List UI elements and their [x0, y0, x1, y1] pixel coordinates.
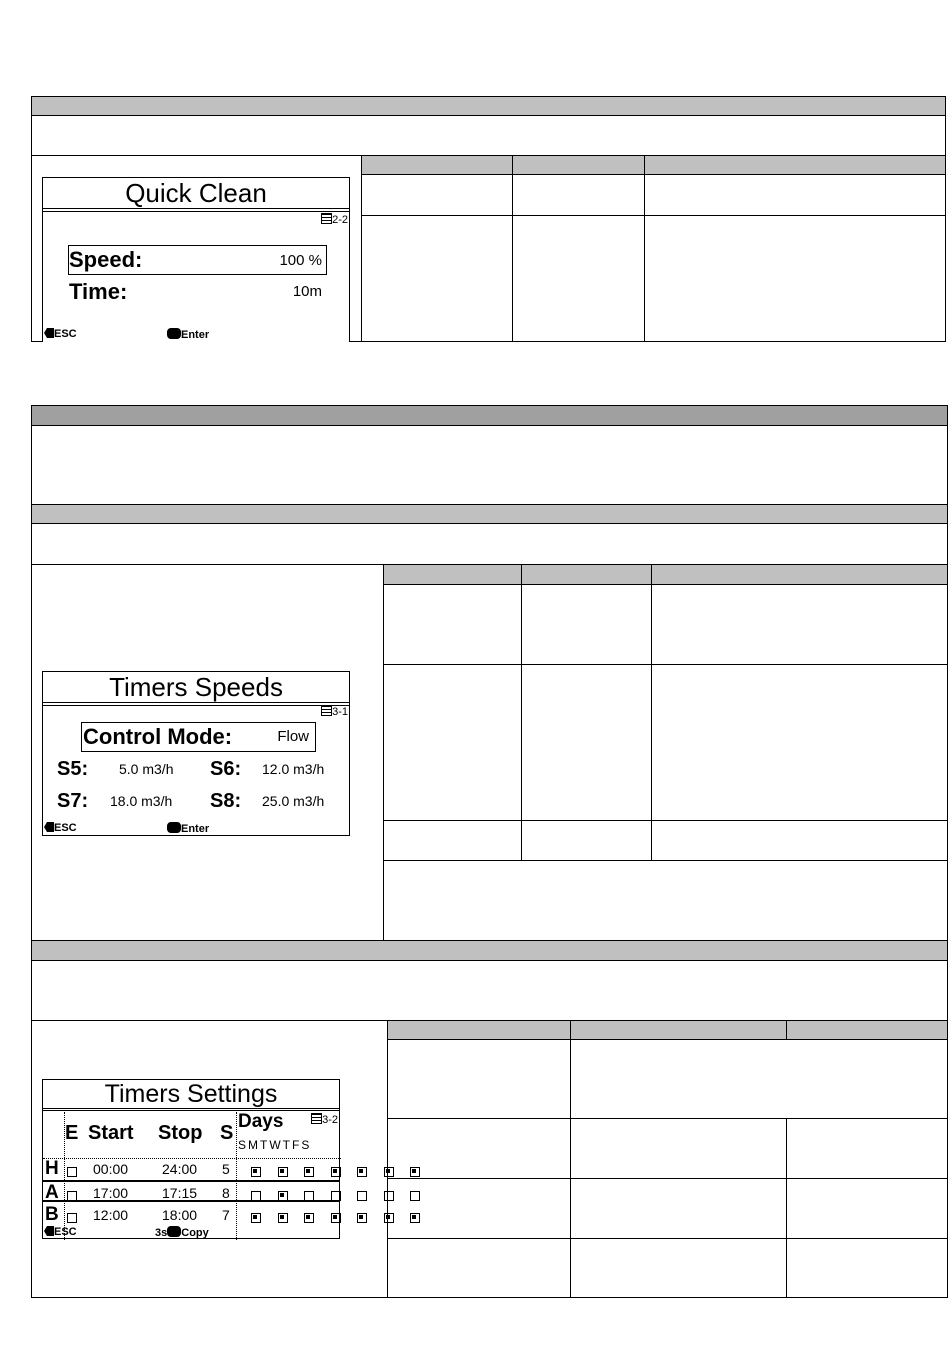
copy-label: Copy	[181, 1227, 209, 1239]
control-mode-value: Flow	[277, 728, 309, 745]
day-checkbox[interactable]	[251, 1213, 261, 1223]
timer-stop[interactable]: 18:00	[162, 1207, 198, 1223]
page-indicator-text: 2-2	[332, 214, 348, 226]
table-header-cell	[644, 155, 946, 175]
table-cell	[786, 1238, 948, 1298]
day-checkbox[interactable]	[304, 1191, 314, 1201]
table-cell	[786, 1118, 948, 1179]
table-header-cell	[786, 1020, 948, 1040]
speed-value: 100 %	[279, 252, 322, 269]
timer-name: H	[45, 1158, 59, 1179]
day-checkbox[interactable]	[331, 1167, 341, 1177]
table-header-cell	[521, 564, 652, 585]
enter-icon	[167, 822, 181, 833]
esc-button[interactable]	[44, 328, 77, 340]
table-cell	[361, 215, 513, 342]
day-checkbox[interactable]	[410, 1213, 420, 1223]
menu-icon	[321, 213, 332, 224]
quick-clean-screen	[42, 177, 350, 342]
enter-icon	[167, 1226, 181, 1237]
copy-hold-label: 3s	[155, 1227, 168, 1239]
timer-name: A	[45, 1182, 59, 1203]
table-header-cell	[383, 564, 522, 585]
table-cell	[383, 664, 522, 821]
col-e: E	[65, 1122, 79, 1144]
enter-button[interactable]	[167, 328, 209, 341]
menu-icon	[321, 705, 332, 716]
table-cell	[521, 820, 652, 861]
table-header-cell	[570, 1020, 787, 1040]
control-mode-label: Control Mode:	[83, 724, 233, 749]
enter-icon	[167, 328, 181, 339]
subsection-description-box	[31, 960, 948, 1021]
day-checkbox[interactable]	[384, 1213, 394, 1223]
timer-name: B	[45, 1204, 59, 1225]
day-checkbox[interactable]	[251, 1191, 261, 1201]
col-stop: Stop	[158, 1122, 203, 1144]
subsection-header-bar	[31, 504, 948, 524]
table-cell	[651, 584, 948, 665]
timer-speed[interactable]: 8	[222, 1185, 230, 1201]
day-checkbox[interactable]	[304, 1213, 314, 1223]
day-checkbox[interactable]	[357, 1191, 367, 1201]
page-indicator	[321, 705, 348, 718]
page-indicator	[311, 1113, 338, 1126]
col-days: Days	[238, 1111, 284, 1132]
s8-value[interactable]: 25.0 m3/h	[262, 793, 325, 809]
timer-start[interactable]: 00:00	[93, 1161, 129, 1177]
s6-value[interactable]: 12.0 m3/h	[262, 761, 325, 777]
section-description-box	[31, 115, 946, 156]
table-cell	[387, 1039, 571, 1119]
timer-start[interactable]: 17:00	[93, 1185, 129, 1201]
table-cell	[644, 215, 946, 342]
day-checkbox[interactable]	[278, 1213, 288, 1223]
table-cell	[651, 820, 948, 861]
table-cell	[570, 1178, 787, 1239]
copy-button[interactable]	[155, 1226, 209, 1239]
section-header-bar	[31, 96, 946, 116]
s7-label: S7:	[57, 790, 89, 812]
day-checkbox[interactable]	[410, 1191, 420, 1201]
table-cell	[786, 1178, 948, 1239]
page-indicator-text: 3-2	[322, 1114, 338, 1126]
timers-speeds-screen	[42, 671, 350, 836]
day-checkbox[interactable]	[357, 1167, 367, 1177]
table-cell	[570, 1238, 787, 1298]
subsection-description-box	[31, 523, 948, 565]
table-header-cell	[361, 155, 513, 175]
table-cell	[383, 584, 522, 665]
table-cell	[387, 1238, 571, 1298]
col-s: S	[220, 1122, 234, 1144]
section-header-bar	[31, 405, 948, 426]
menu-icon	[311, 1113, 322, 1124]
subsection-header-bar	[31, 940, 948, 961]
day-checkbox[interactable]	[331, 1191, 341, 1201]
time-label: Time:	[69, 279, 128, 304]
esc-button[interactable]	[44, 822, 77, 834]
s7-value[interactable]: 18.0 m3/h	[110, 793, 173, 809]
table-cell	[570, 1039, 948, 1119]
day-checkbox[interactable]	[410, 1167, 420, 1177]
timers-settings-screen	[42, 1079, 340, 1239]
table-header-cell	[512, 155, 645, 175]
speed-label: Speed:	[69, 247, 143, 272]
timer-row[interactable]	[43, 1180, 339, 1202]
s5-value[interactable]: 5.0 m3/h	[119, 761, 174, 777]
timer-stop[interactable]: 24:00	[162, 1161, 198, 1177]
day-checkbox[interactable]	[331, 1213, 341, 1223]
table-note-cell	[383, 860, 948, 941]
enable-checkbox[interactable]	[67, 1191, 77, 1201]
table-cell	[512, 174, 645, 216]
enable-checkbox[interactable]	[67, 1167, 77, 1177]
day-checkbox[interactable]	[357, 1213, 367, 1223]
enter-button[interactable]	[167, 822, 209, 835]
timer-row[interactable]	[43, 1204, 339, 1226]
page-indicator-text: 3-1	[332, 706, 348, 718]
day-checkbox[interactable]	[304, 1167, 314, 1177]
table-cell	[521, 664, 652, 821]
esc-icon	[44, 328, 54, 338]
timer-speed[interactable]: 7	[222, 1207, 230, 1223]
timer-start[interactable]: 12:00	[93, 1207, 129, 1223]
screen-title: Quick Clean	[125, 178, 267, 208]
esc-label: ESC	[54, 822, 77, 834]
table-cell	[512, 215, 645, 342]
esc-label: ESC	[54, 1226, 77, 1238]
table-header-cell	[651, 564, 948, 585]
page-indicator	[321, 213, 348, 226]
screen-title: Timers Settings	[104, 1080, 278, 1108]
section-description-box	[31, 425, 948, 505]
esc-button[interactable]	[44, 1226, 77, 1238]
day-checkbox[interactable]	[278, 1191, 288, 1201]
enter-label: Enter	[181, 823, 210, 835]
table-cell	[383, 820, 522, 861]
table-cell	[387, 1178, 571, 1239]
table-cell	[644, 174, 946, 216]
s8-label: S8:	[210, 790, 242, 812]
esc-label: ESC	[54, 328, 77, 340]
table-cell	[521, 584, 652, 665]
col-start: Start	[88, 1122, 134, 1144]
esc-icon	[44, 1226, 54, 1236]
time-value[interactable]: 10m	[292, 283, 322, 300]
table-cell	[570, 1118, 787, 1179]
enter-label: Enter	[181, 329, 210, 341]
screen-title: Timers Speeds	[109, 672, 283, 702]
day-letters: SMTWTFS	[238, 1138, 312, 1152]
table-cell	[361, 174, 513, 216]
day-checkbox[interactable]	[278, 1167, 288, 1177]
esc-icon	[44, 822, 54, 832]
enable-checkbox[interactable]	[67, 1213, 77, 1223]
s5-label: S5:	[57, 758, 89, 780]
day-checkbox[interactable]	[384, 1191, 394, 1201]
day-checkbox[interactable]	[251, 1167, 261, 1177]
table-cell	[651, 664, 948, 821]
day-checkbox[interactable]	[384, 1167, 394, 1177]
timer-speed[interactable]: 5	[222, 1161, 230, 1177]
s6-label: S6:	[210, 758, 242, 780]
timer-stop[interactable]: 17:15	[162, 1185, 198, 1201]
table-header-cell	[387, 1020, 571, 1040]
timer-row[interactable]	[43, 1158, 339, 1180]
